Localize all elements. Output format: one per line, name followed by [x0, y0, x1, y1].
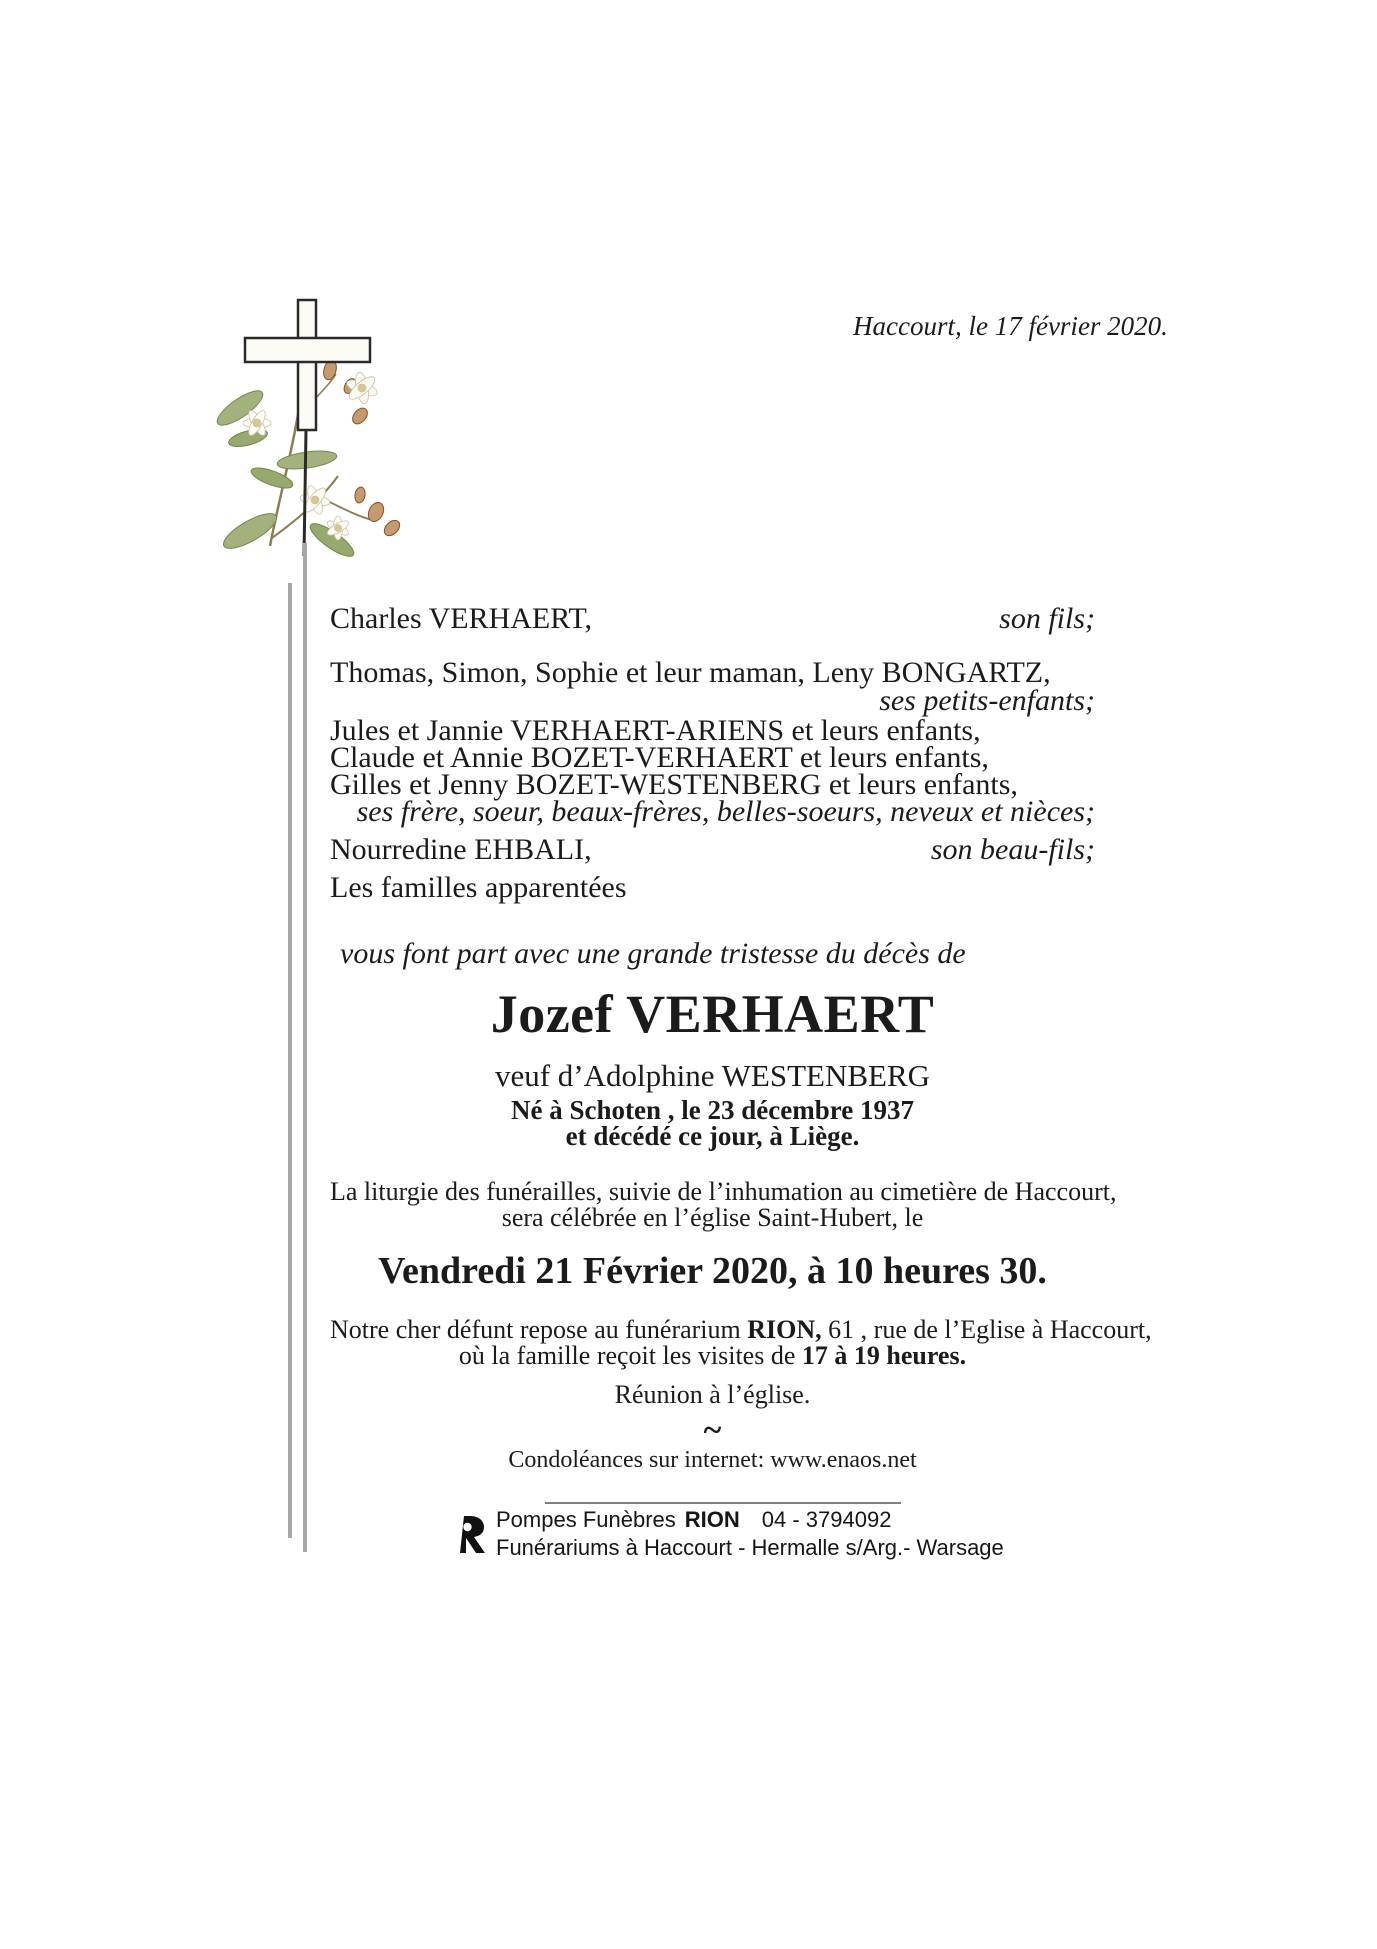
ceremony-line-2: sera célébrée en l’église Saint-Hubert, le	[501, 1203, 924, 1232]
funeral-datetime: Vendredi 21 Février 2020, à 10 heures 30.	[378, 1250, 1047, 1292]
family-line	[330, 602, 1095, 635]
family-relation: son beau-fils;	[930, 833, 1095, 866]
funeral-home-line-2: Funérariums à Haccourt - Hermalle s/Arg.- Warsage	[496, 1535, 1004, 1561]
left-vertical-rule-inner	[303, 543, 307, 1552]
family-member-name: Claude et Annie BOZET-VERHAERT et leurs enfants,	[330, 741, 989, 774]
footer-divider	[545, 1502, 901, 1504]
family-relation: son fils;	[999, 602, 1095, 635]
family-member-name: Les familles apparentées	[330, 871, 627, 904]
funeral-home-name: RION,	[747, 1315, 822, 1344]
tilde-separator: ~	[703, 1412, 722, 1449]
funeral-home-line-1	[496, 1506, 1004, 1534]
family-member-name: Jules et Jannie VERHAERT-ARIENS et leurs enfants,	[330, 714, 981, 747]
announcement-intro: vous font part avec une grande tristesse du décès de	[340, 937, 966, 970]
family-relation: ses frère, soeur, beaux-frères, belles-soeurs, neveux et nièces;	[356, 795, 1095, 828]
family-relation-line	[330, 684, 1095, 717]
funeral-home-brand: RION	[684, 1507, 740, 1532]
visitation-line-2	[330, 1342, 1095, 1371]
deceased-relation: veuf d’Adolphine WESTENBERG	[494, 1058, 931, 1093]
ceremony-line-1: La liturgie des funérailles, suivie de l’inhumation au cimetière de Haccourt,	[330, 1177, 1117, 1206]
family-member-name: Nourredine EHBALI,	[330, 833, 592, 866]
deceased-death-line: et décédé ce jour, à Liège.	[565, 1121, 860, 1151]
visitation-text: Notre cher défunt repose au funérarium	[330, 1315, 748, 1344]
deceased-name: Jozef VERHAERT	[490, 984, 935, 1044]
visitation-text: où la famille reçoit les visites de	[458, 1341, 802, 1370]
family-line	[330, 833, 1095, 866]
family-line	[330, 871, 1095, 904]
funeral-home-type: Pompes Funèbres	[496, 1507, 676, 1532]
left-vertical-rule-outer	[288, 583, 292, 1538]
family-relation: ses petits-enfants;	[879, 684, 1095, 717]
reunion-line: Réunion à l’église.	[614, 1380, 811, 1409]
funeral-home-info	[496, 1506, 1004, 1562]
rion-funeral-home-logo-icon	[456, 1514, 486, 1554]
visitation-address: 61 , rue de l’Eglise à Haccourt,	[821, 1315, 1152, 1344]
dateline: Haccourt, le 17 février 2020.	[853, 311, 1168, 341]
announcement-body	[330, 0, 1152, 1949]
family-relation-line	[330, 795, 1095, 828]
deceased-birth-line: Né à Schoten , le 23 décembre 1937	[511, 1095, 914, 1125]
funeral-home-phone: 04 - 3794092	[761, 1507, 892, 1532]
family-member-name: Thomas, Simon, Sophie et leur maman, Leny BONGARTZ,	[330, 656, 1051, 689]
condolences-line: Condoléances sur internet: www.enaos.net	[508, 1447, 917, 1473]
family-member-name: Charles VERHAERT,	[330, 602, 593, 635]
family-member-name: Gilles et Jenny BOZET-WESTENBERG et leurs enfants,	[330, 768, 1018, 801]
visitation-hours: 17 à 19 heures.	[801, 1341, 967, 1370]
